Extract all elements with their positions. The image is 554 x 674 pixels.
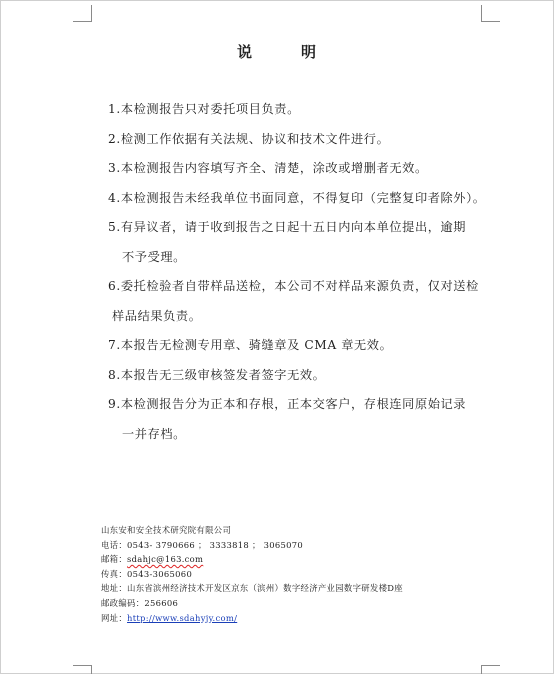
item-number: 7. — [108, 338, 121, 352]
list-item — [108, 95, 488, 125]
item-continuation: 不予受理。 — [122, 249, 186, 264]
contact-block — [101, 523, 481, 625]
list-item — [108, 184, 488, 214]
list-item — [108, 154, 488, 184]
postcode-line: 邮政编码：256606 — [101, 597, 179, 608]
item-text: 本报告无三级审核签发者签字无效。 — [120, 367, 326, 382]
notes-list — [108, 95, 488, 449]
crop-mark-top-left — [73, 5, 92, 22]
item-number: 4. — [108, 190, 121, 205]
item-continuation: 样品结果负责。 — [112, 308, 202, 323]
title-char-2: 明 — [301, 43, 318, 61]
item-number: 2. — [108, 131, 121, 146]
item-text: 本报告无检测专用章、骑缝章及 CMA 章无效。 — [120, 338, 393, 352]
email-label: 邮箱： — [101, 554, 128, 565]
list-item — [108, 213, 488, 243]
list-item — [108, 272, 488, 302]
item-continuation: 一并存档。 — [122, 426, 186, 441]
website-link[interactable]: http://www.sdahyjy.com/ — [127, 612, 238, 623]
website-label: 网址： — [101, 612, 128, 623]
crop-mark-bottom-left — [73, 665, 92, 674]
item-text: 有异议者，请于收到报告之日起十五日内向本单位提出，逾期 — [120, 220, 467, 234]
website-line — [101, 611, 481, 626]
email-address: sdahjc@163.com — [127, 554, 204, 565]
list-item — [108, 125, 488, 155]
page-title — [1, 41, 553, 62]
fax-line: 传真：0543-3065060 — [101, 568, 193, 579]
list-item — [108, 331, 488, 361]
item-text: 本检测报告分为正本和存根，正本交客户，存根连同原始记录 — [120, 397, 467, 411]
phone-line: 电话：0543- 3790666 ； 3333818 ； 3065070 — [101, 539, 304, 550]
address-line: 地址：山东省滨州经济技术开发区京东（滨州）数字经济产业园数字研发楼D座 — [101, 583, 403, 594]
list-item — [108, 390, 488, 420]
item-text: 检测工作依据有关法规、协议和技术文件进行。 — [120, 131, 390, 146]
crop-mark-bottom-right — [481, 665, 500, 674]
item-text: 本检测报告只对委托项目负责。 — [120, 102, 300, 116]
title-char-1: 说 — [236, 43, 253, 61]
item-number: 3. — [108, 161, 121, 175]
item-number: 1. — [108, 102, 121, 116]
email-line — [101, 552, 481, 567]
item-text: 委托检验者自带样品送检，本公司不对样品来源负责，仅对送检 — [120, 279, 479, 293]
item-number: 6. — [108, 279, 121, 293]
crop-mark-top-right — [481, 5, 500, 22]
item-text: 本检测报告未经我单位书面同意，不得复印（完整复印者除外）。 — [120, 190, 486, 205]
item-number: 8. — [108, 367, 121, 382]
item-number: 9. — [108, 397, 121, 411]
item-number: 5. — [108, 220, 121, 234]
company-name: 山东安和安全技术研究院有限公司 — [101, 525, 232, 535]
item-text: 本检测报告内容填写齐全、清楚，涂改或增删者无效。 — [120, 161, 428, 175]
list-item — [108, 361, 488, 391]
